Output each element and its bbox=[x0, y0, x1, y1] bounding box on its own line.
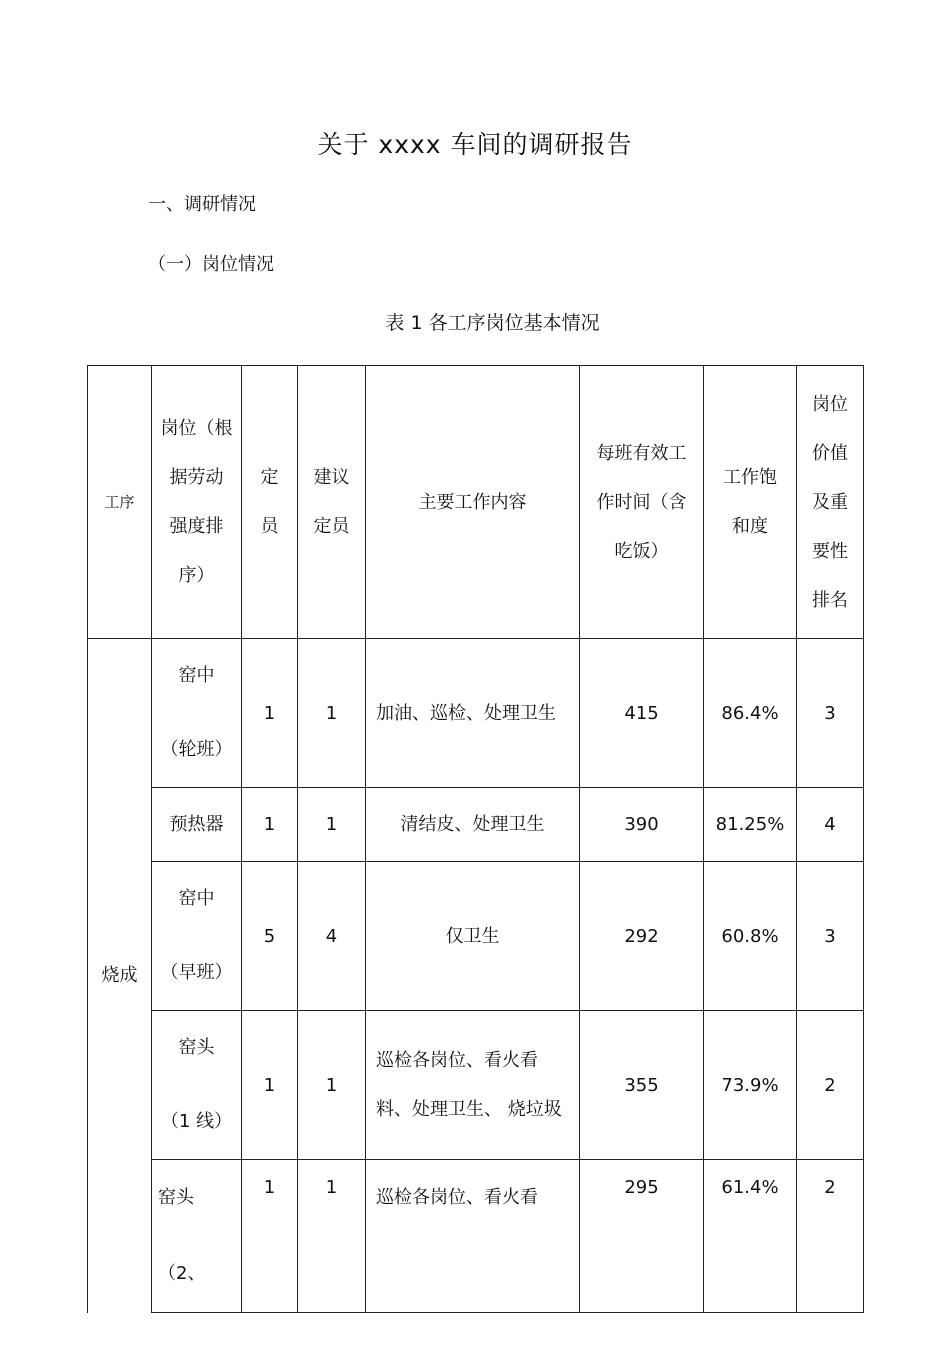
saturation-cell: 60.8% bbox=[704, 862, 797, 1011]
content-cell: 巡检各岗位、看火看 料、处理卫生、 烧垃圾 bbox=[366, 1011, 580, 1160]
table-header-row bbox=[88, 366, 864, 639]
process-cell: 烧成 bbox=[88, 639, 152, 1313]
time-cell: 390 bbox=[580, 788, 704, 862]
table-row bbox=[88, 862, 864, 1011]
header-content: 主要工作内容 bbox=[366, 366, 580, 639]
header-suggested-quota: 建议 定员 bbox=[298, 366, 366, 639]
header-rank: 岗位 价值 及重 要性 排名 bbox=[797, 366, 864, 639]
saturation-cell: 81.25% bbox=[704, 788, 797, 862]
saturation-cell: 86.4% bbox=[704, 639, 797, 788]
rank-cell: 3 bbox=[797, 862, 864, 1011]
header-process: 工序 bbox=[88, 366, 152, 639]
header-saturation: 工作饱 和度 bbox=[704, 366, 797, 639]
time-cell: 292 bbox=[580, 862, 704, 1011]
suggested-quota-cell: 1 bbox=[298, 788, 366, 862]
rank-cell: 2 bbox=[797, 1011, 864, 1160]
table-row bbox=[88, 1011, 864, 1160]
time-cell: 415 bbox=[580, 639, 704, 788]
suggested-quota-cell: 1 bbox=[298, 1160, 366, 1313]
content-cell: 仅卫生 bbox=[366, 862, 580, 1011]
table-row bbox=[88, 1160, 864, 1313]
table-caption: 表 1 各工序岗位基本情况 bbox=[385, 312, 600, 334]
post-cell: 窑中 （轮班） bbox=[152, 639, 242, 788]
post-table bbox=[87, 365, 864, 1313]
rank-cell: 4 bbox=[797, 788, 864, 862]
content-cell: 清结皮、处理卫生 bbox=[366, 788, 580, 862]
suggested-quota-cell: 1 bbox=[298, 1011, 366, 1160]
saturation-cell: 73.9% bbox=[704, 1011, 797, 1160]
header-quota: 定 员 bbox=[242, 366, 298, 639]
post-cell: 窑头（2、 bbox=[152, 1160, 242, 1313]
quota-cell: 1 bbox=[242, 1160, 298, 1313]
time-cell: 355 bbox=[580, 1011, 704, 1160]
post-cell: 预热器 bbox=[152, 788, 242, 862]
table-row bbox=[88, 788, 864, 862]
quota-cell: 1 bbox=[242, 639, 298, 788]
quota-cell: 1 bbox=[242, 788, 298, 862]
content-cell: 加油、巡检、处理卫生 bbox=[366, 639, 580, 788]
rank-cell: 2 bbox=[797, 1160, 864, 1313]
header-time: 每班有效工 作时间（含 吃饭） bbox=[580, 366, 704, 639]
header-post: 岗位（根 据劳动 强度排 序） bbox=[152, 366, 242, 639]
time-cell: 295 bbox=[580, 1160, 704, 1313]
table-row bbox=[88, 639, 864, 788]
content-cell: 巡检各岗位、看火看 bbox=[366, 1160, 580, 1313]
rank-cell: 3 bbox=[797, 639, 864, 788]
post-cell: 窑中 （早班） bbox=[152, 862, 242, 1011]
document-title: 关于 xxxx 车间的调研报告 bbox=[317, 130, 633, 159]
post-cell: 窑头 （1 线） bbox=[152, 1011, 242, 1160]
quota-cell: 5 bbox=[242, 862, 298, 1011]
quota-cell: 1 bbox=[242, 1011, 298, 1160]
suggested-quota-cell: 4 bbox=[298, 862, 366, 1011]
subsection-heading: （一）岗位情况 bbox=[148, 254, 274, 275]
suggested-quota-cell: 1 bbox=[298, 639, 366, 788]
saturation-cell: 61.4% bbox=[704, 1160, 797, 1313]
section-heading: 一、调研情况 bbox=[148, 194, 256, 215]
